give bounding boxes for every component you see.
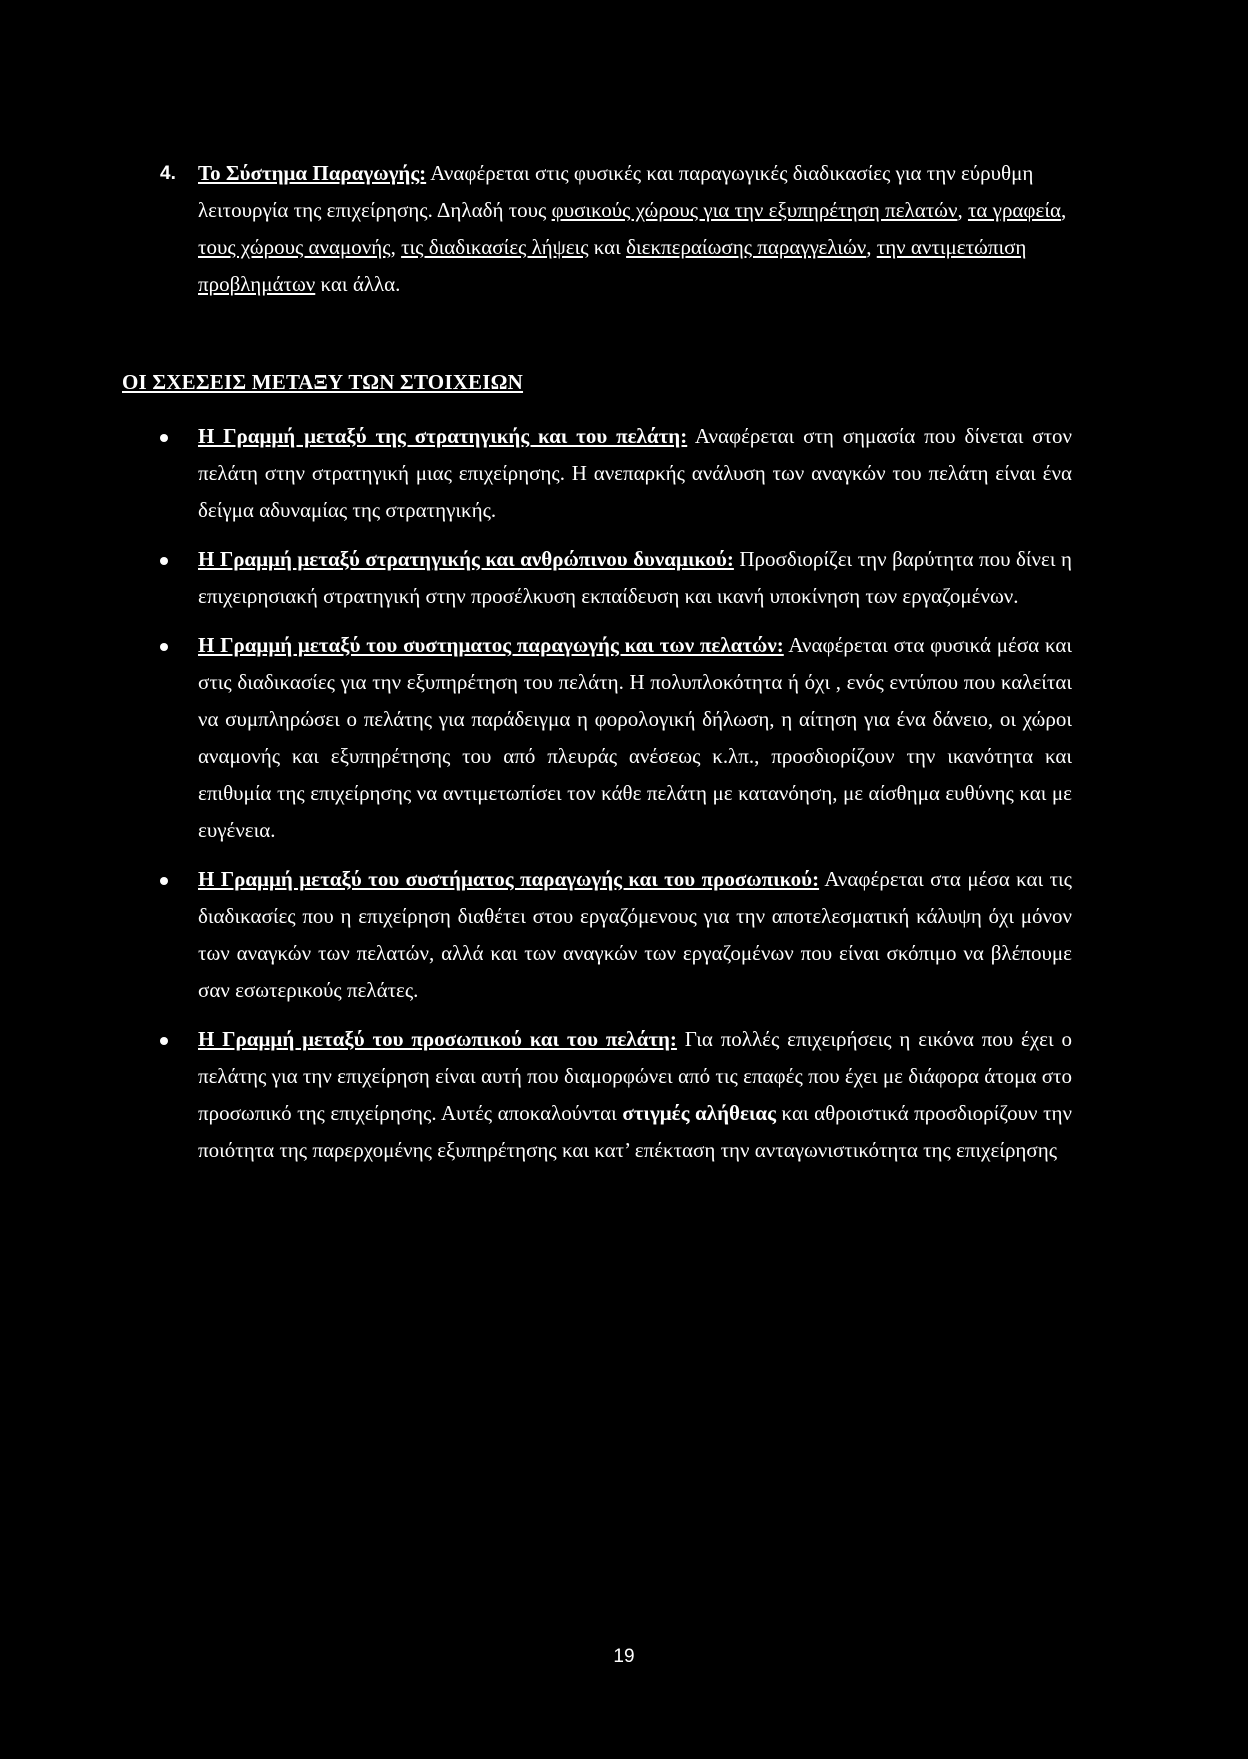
bullet-dot-icon xyxy=(160,643,168,651)
bullet-text: Αναφέρεται στη σημασία που δίνεται στον πελάτη στην στρατηγική μιας επιχείρησης. Η ανεπαρκής ανάλυση των αναγκών του πελάτη είναι ένα δείγμα αδυναμίας της στρατηγικής. xyxy=(198,424,1072,522)
bullet-title: Η Γραμμή μεταξύ του συστηματος παραγωγής και των πελατών: xyxy=(198,633,784,657)
section-4-underlined-6: την αντιμετώπιση προβλημάτων xyxy=(198,235,1027,296)
bullet-dot-icon xyxy=(160,557,168,565)
bullet-strategy-human-resources xyxy=(160,541,1072,615)
bullet-production-customers xyxy=(160,627,1072,849)
bullet-title: Η Γραμμή μεταξύ του προσωπικού και του πελάτη: xyxy=(198,1027,677,1051)
bullet-title: Η Γραμμή μεταξύ στρατηγικής και ανθρώπινου δυναμικού: xyxy=(198,547,734,571)
relations-bullet-list xyxy=(160,418,1072,1181)
bullet-text: Προσδιορίζει την βαρύτητα που δίνει η επιχειρησιακή στρατηγική στην προσέλκυση εκπαίδευση και ικανή υποκίνηση των εργαζομένων. xyxy=(198,547,1073,608)
bullet-title: Η Γραμμή μεταξύ του συστήματος παραγωγής και του προσωπικού: xyxy=(198,867,820,891)
page-number: 19 xyxy=(613,1646,635,1667)
bullet-text-a: Για πολλές επιχειρήσεις η εικόνα που έχει ο πελάτης για την επιχείρηση είναι αυτή που διαμορφώνει από τις επαφές που έχει με διάφορα άτομα στο προσωπικό της επιχείρησης. Αυτές αποκαλούνται xyxy=(198,1027,1073,1125)
section-4-underlined-5: διεκπεραίωσης παραγγελιών xyxy=(626,235,867,259)
bullet-dot-icon xyxy=(160,877,168,885)
section-4-underlined-1: φυσικούς χώρους για την εξυπηρέτηση πελατών xyxy=(551,198,958,222)
section-4-sep-3: , xyxy=(390,235,402,259)
section-4-title: Το Σύστημα Παραγωγής: xyxy=(198,161,427,185)
bullet-text: Αναφέρεται στα φυσικά μέσα και στις διαδικασίες για την εξυπηρέτηση του πελάτη. Η πολυπλοκότητα ή όχι , ενός εντύπου που καλείται να συμπληρώσει ο πελάτης για παράδειγμα η φορολογική δήλωση, η αίτηση για ένα δάνειο, οι χώροι αναμονής και εξυπηρέτησης του από πλευράς ανέσεως κ.λπ., προσδιορίζουν την ικανότητα και επιθυμία της επιχείρησης να αντιμετωπίσει τον κάθε πελάτη με κατανόηση, με αίσθημα ευθύνης και με ευγένεια. xyxy=(198,633,1072,842)
section-4-text-a: Αναφέρεται στις φυσικές και παραγωγικές διαδικασίες για την εύρυθμη λειτουργία της επιχείρησης. Δηλαδή τους xyxy=(198,161,1034,222)
section-4-body xyxy=(198,155,1072,303)
section-number: 4. xyxy=(160,163,176,184)
bullet-dot-icon xyxy=(160,1037,168,1045)
bullet-title: Η Γραμμή μεταξύ της στρατηγικής και του πελάτη: xyxy=(198,424,688,448)
bullet-staff-customer xyxy=(160,1021,1072,1169)
bullet-strategy-customer xyxy=(160,418,1072,529)
section-4-sep-5: , xyxy=(866,235,877,259)
section-4-underlined-4: τις διαδικασίες λήψεις xyxy=(401,235,589,259)
bullet-text: Αναφέρεται στα μέσα και τις διαδικασίες που η επιχείρηση διαθέτει στου εργαζόμενους για την αποτελεσματική κάλυψη όχι μόνον των αναγκών των πελατών, αλλά και των αναγκών των εργαζομένων που είναι σκόπιμο να βλέπουμε σαν εσωτερικούς πελάτες. xyxy=(198,867,1072,1002)
section-4-underlined-3: τους χώρους αναμονής xyxy=(198,235,391,259)
bullet-text-b: και αθροιστικά προσδιορίζουν την ποιότητα της παρερχομένης εξυπηρέτησης και κατ’ επέκταση την ανταγωνιστικότητα της επιχείρησης xyxy=(198,1101,1072,1162)
section-4-text-b: και άλλα. xyxy=(315,272,401,296)
section-4-underlined-2: τα γραφεία xyxy=(967,198,1062,222)
section-4-sep-4: και xyxy=(588,235,627,259)
bullet-bold-term: στιγμές αλήθειας xyxy=(622,1101,777,1125)
relations-heading: ΟΙ ΣΧΕΣΕΙΣ ΜΕΤΑΞΥ ΤΩΝ ΣΤΟΙΧΕΙΩΝ xyxy=(122,370,524,394)
section-4-sep-1: , xyxy=(957,198,968,222)
bullet-dot-icon xyxy=(160,434,168,442)
section-4-production-system xyxy=(160,155,1072,303)
section-4-sep-2: , xyxy=(1061,198,1067,222)
bullet-production-staff xyxy=(160,861,1072,1009)
